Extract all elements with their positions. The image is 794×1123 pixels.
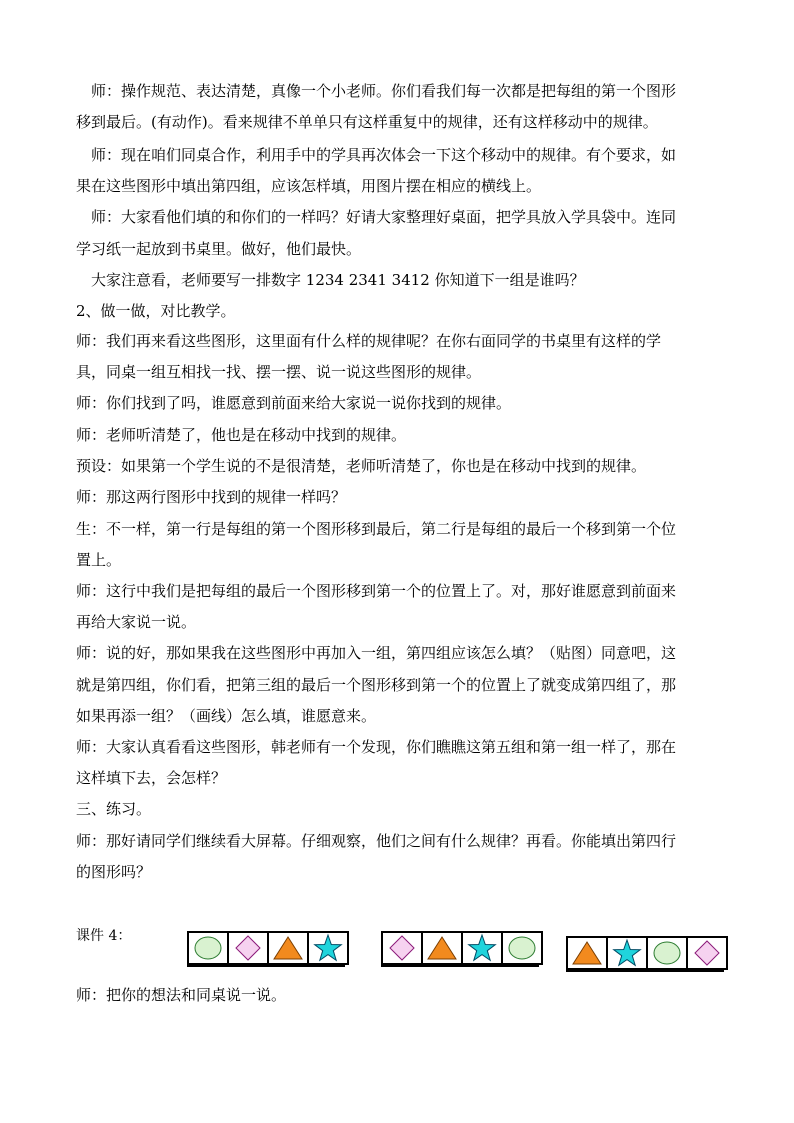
diamond-icon: [688, 938, 726, 968]
paragraph-line: 生：不一样，第一行是每组的第一个图形移到最后，第二行是每组的最后一个移到第一个位: [76, 520, 677, 538]
diamond-icon: [229, 933, 269, 963]
paragraph-line: 师：大家看他们填的和你们的一样吗？好请大家整理好桌面，把学具放入学具袋中。连同: [76, 208, 677, 226]
strip-underline: [381, 965, 539, 967]
paragraph-line: 移到最后。(有动作)。看来规律不单单只有这样重复中的规律，还有这样移动中的规律。: [76, 113, 658, 131]
courseware-label: 课件 4：: [76, 928, 132, 944]
paragraph-line: 的图形吗？: [76, 863, 152, 881]
paragraph-line: 这样填下去，会怎样？: [76, 769, 227, 787]
paragraph-line: 师：你们找到了吗，谁愿意到前面来给大家说一说你找到的规律。: [76, 394, 512, 412]
paragraph-line: 师：那这两行图形中找到的规律一样吗？: [76, 488, 347, 506]
shape-group-3: [566, 936, 728, 970]
circle-icon: [648, 938, 688, 968]
section-heading: 2、做一做，对比教学。: [76, 302, 236, 320]
paragraph-line: 师：那好请同学们继续看大屏幕。仔细观察，他们之间有什么规律？再看。你能填出第四行: [76, 832, 677, 850]
paragraph-line: 大家注意看，老师要写一排数字 1234 2341 3412 你知道下一组是谁吗？: [76, 271, 585, 289]
star-icon: [309, 933, 347, 963]
strip-underline: [187, 965, 345, 967]
paragraph-line: 置上。: [76, 551, 122, 569]
paragraph-line: 再给大家说一说。: [76, 613, 197, 631]
circle-icon: [189, 933, 229, 963]
strip-underline: [566, 970, 724, 972]
paragraph-line: 师：这行中我们是把每组的最后一个图形移到第一个的位置上了。对，那好谁愿意到前面来: [76, 582, 677, 600]
section-heading: 三、练习。: [76, 800, 152, 818]
shape-group-1: [187, 931, 349, 965]
paragraph-line: 师：大家认真看看这些图形，韩老师有一个发现，你们瞧瞧这第五组和第一组一样了，那在: [76, 738, 677, 756]
star-icon: [463, 933, 503, 963]
shape-group-2: [381, 931, 543, 965]
triangle-icon: [423, 933, 463, 963]
closing-line: 师：把你的想法和同桌说一说。: [76, 986, 287, 1004]
paragraph-line: 学习纸一起放到书桌里。做好，他们最快。: [76, 240, 362, 258]
circle-icon: [503, 933, 541, 963]
paragraph-line: 师：说的好，那如果我在这些图形中再加入一组，第四组应该怎么填？（贴图）同意吧，这: [76, 644, 677, 662]
triangle-icon: [269, 933, 309, 963]
star-icon: [608, 938, 648, 968]
paragraph-line: 预设：如果第一个学生说的不是很清楚，老师听清楚了，你也是在移动中找到的规律。: [76, 457, 647, 475]
triangle-icon: [568, 938, 608, 968]
paragraph-line: 就是第四组，你们看，把第三组的最后一个图形移到第一个的位置上了就变成第四组了，那: [76, 676, 677, 694]
paragraph-line: 果在这些图形中填出第四组，应该怎样填，用图片摆在相应的横线上。: [76, 177, 542, 195]
paragraph-line: 具，同桌一组互相找一找、摆一摆、说一说这些图形的规律。: [76, 363, 482, 381]
paragraph-line: 师：操作规范、表达清楚，真像一个小老师。你们看我们每一次都是把每组的第一个图形: [76, 82, 677, 100]
paragraph-line: 师：现在咱们同桌合作，利用手中的学具再次体会一下这个移动中的规律。有个要求，如: [76, 146, 677, 164]
paragraph-line: 如果再添一组？（画线）怎么填，谁愿意来。: [76, 707, 377, 725]
paragraph-line: 师：我们再来看这些图形，这里面有什么样的规律呢？在你右面同学的书桌里有这样的学: [76, 332, 662, 350]
paragraph-line: 师：老师听清楚了，他也是在移动中找到的规律。: [76, 426, 407, 444]
diamond-icon: [383, 933, 423, 963]
